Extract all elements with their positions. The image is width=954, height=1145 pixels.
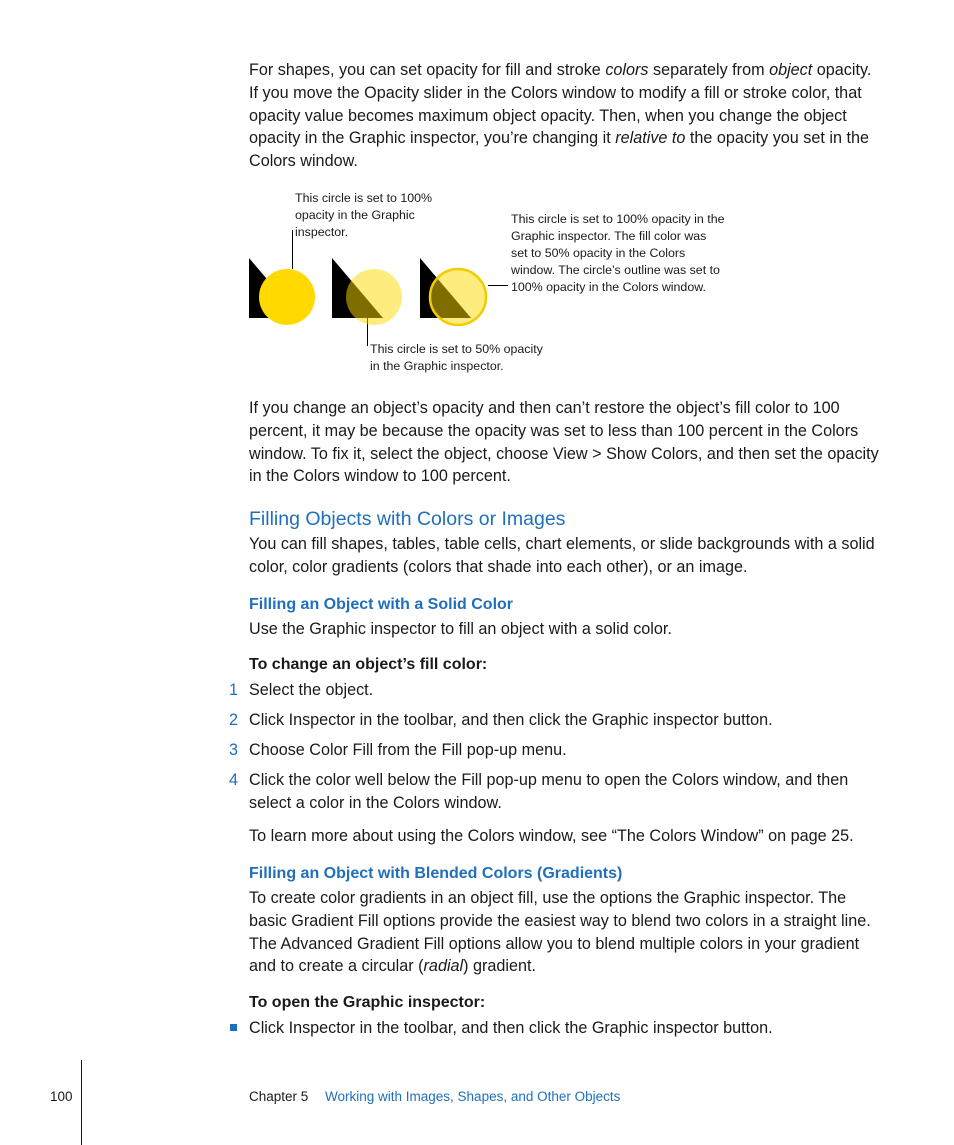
circle-full-opacity [259, 269, 315, 325]
section3-text: To create color gradients in an object fill, use the options the Graphic inspector. The basic Gradient Fill options provide the easiest way to blend two colors in a straight line. The Advanced Gradient Fill options allow you to blend multiple colors in your gradient and to create a circular ( [249, 889, 871, 976]
page-number: 100 [50, 1089, 73, 1104]
intro-text: separately from [648, 61, 770, 79]
bullet-item: Click Inspector in the toolbar, and then click the Graphic inspector button. [249, 1019, 773, 1037]
intro-text: opacity. If you move the Opacity slider in the Colors window to modify a fill or stroke color, that opacity value becomes maximum object opacity. Then, when you change the object opacity in the Graphic inspector, you’re changing it [249, 61, 872, 148]
caption-bottom: This circle is set to 50% opacity in the Graphic inspector. [370, 342, 543, 373]
section2-body: Use the Graphic inspector to fill an object with a solid color. [249, 620, 672, 638]
step-number: 3 [228, 741, 238, 759]
section3-emphasis-radial: radial [423, 957, 464, 976]
opacity-restore-paragraph: If you change an object’s opacity and then can’t restore the object’s fill color to 100 percent, it may be because the opacity was set to less than 100 percent in the Colors window. To fix it, select the object, choose View > Show Colors, and then set the opacity in the Colors window to 100 percent. [249, 399, 879, 486]
subsection-heading-solid-color: Filling an Object with a Solid Color [249, 596, 514, 613]
task-heading-fill-color: To change an object’s fill color: [249, 656, 488, 673]
caption-left: This circle is set to 100% opacity in the Graphic inspector. [295, 191, 433, 239]
circle-half-fill-full-outline [430, 269, 486, 325]
task-heading-open-inspector: To open the Graphic inspector: [249, 994, 486, 1011]
subsection-heading-gradients: Filling an Object with Blended Colors (Gradients) [249, 865, 623, 882]
intro-emphasis-object: object [769, 61, 813, 79]
section3-text: ) gradient. [463, 957, 537, 976]
section3-body [249, 887, 879, 978]
caption-right: This circle is set to 100% opacity in the Graphic inspector. The fill color was set to 50% opacity in the Colors window. The circle’s outline was set to 100% opacity in the Colors window. [511, 212, 725, 294]
footer-divider [81, 1060, 82, 1145]
intro-emphasis-relative: relative to [615, 129, 686, 148]
step-number: 2 [228, 711, 238, 729]
circle-half-opacity [346, 269, 402, 325]
step-text: Click the color well below the Fill pop-up menu to open the Colors window, and then select a color in the Colors window. [249, 771, 849, 812]
colors-window-note: To learn more about using the Colors window, see “The Colors Window” on page 25. [249, 827, 854, 845]
step-number: 4 [228, 771, 238, 789]
intro-paragraph [249, 59, 879, 173]
step-text: Click Inspector in the toolbar, and then click the Graphic inspector button. [249, 711, 773, 729]
footer-chapter-label: Chapter 5 [249, 1089, 309, 1104]
step-number: 1 [228, 681, 238, 699]
opacity-figure [240, 230, 520, 350]
intro-text: the opacity you set in the Colors window. [249, 129, 869, 171]
intro-text: For shapes, you can set opacity for fill and stroke [249, 61, 606, 79]
bullet-square-icon [230, 1024, 237, 1031]
section-heading-filling-objects: Filling Objects with Colors or Images [249, 508, 566, 530]
footer-chapter-title: Working with Images, Shapes, and Other Objects [325, 1089, 621, 1104]
intro-emphasis-colors: colors [605, 61, 649, 79]
section1-body: You can fill shapes, tables, table cells, chart elements, or slide backgrounds with a solid color, color gradients (colors that shade into each other), or an image. [249, 535, 875, 576]
step-text: Choose Color Fill from the Fill pop-up menu. [249, 741, 567, 759]
step-text: Select the object. [249, 681, 374, 699]
